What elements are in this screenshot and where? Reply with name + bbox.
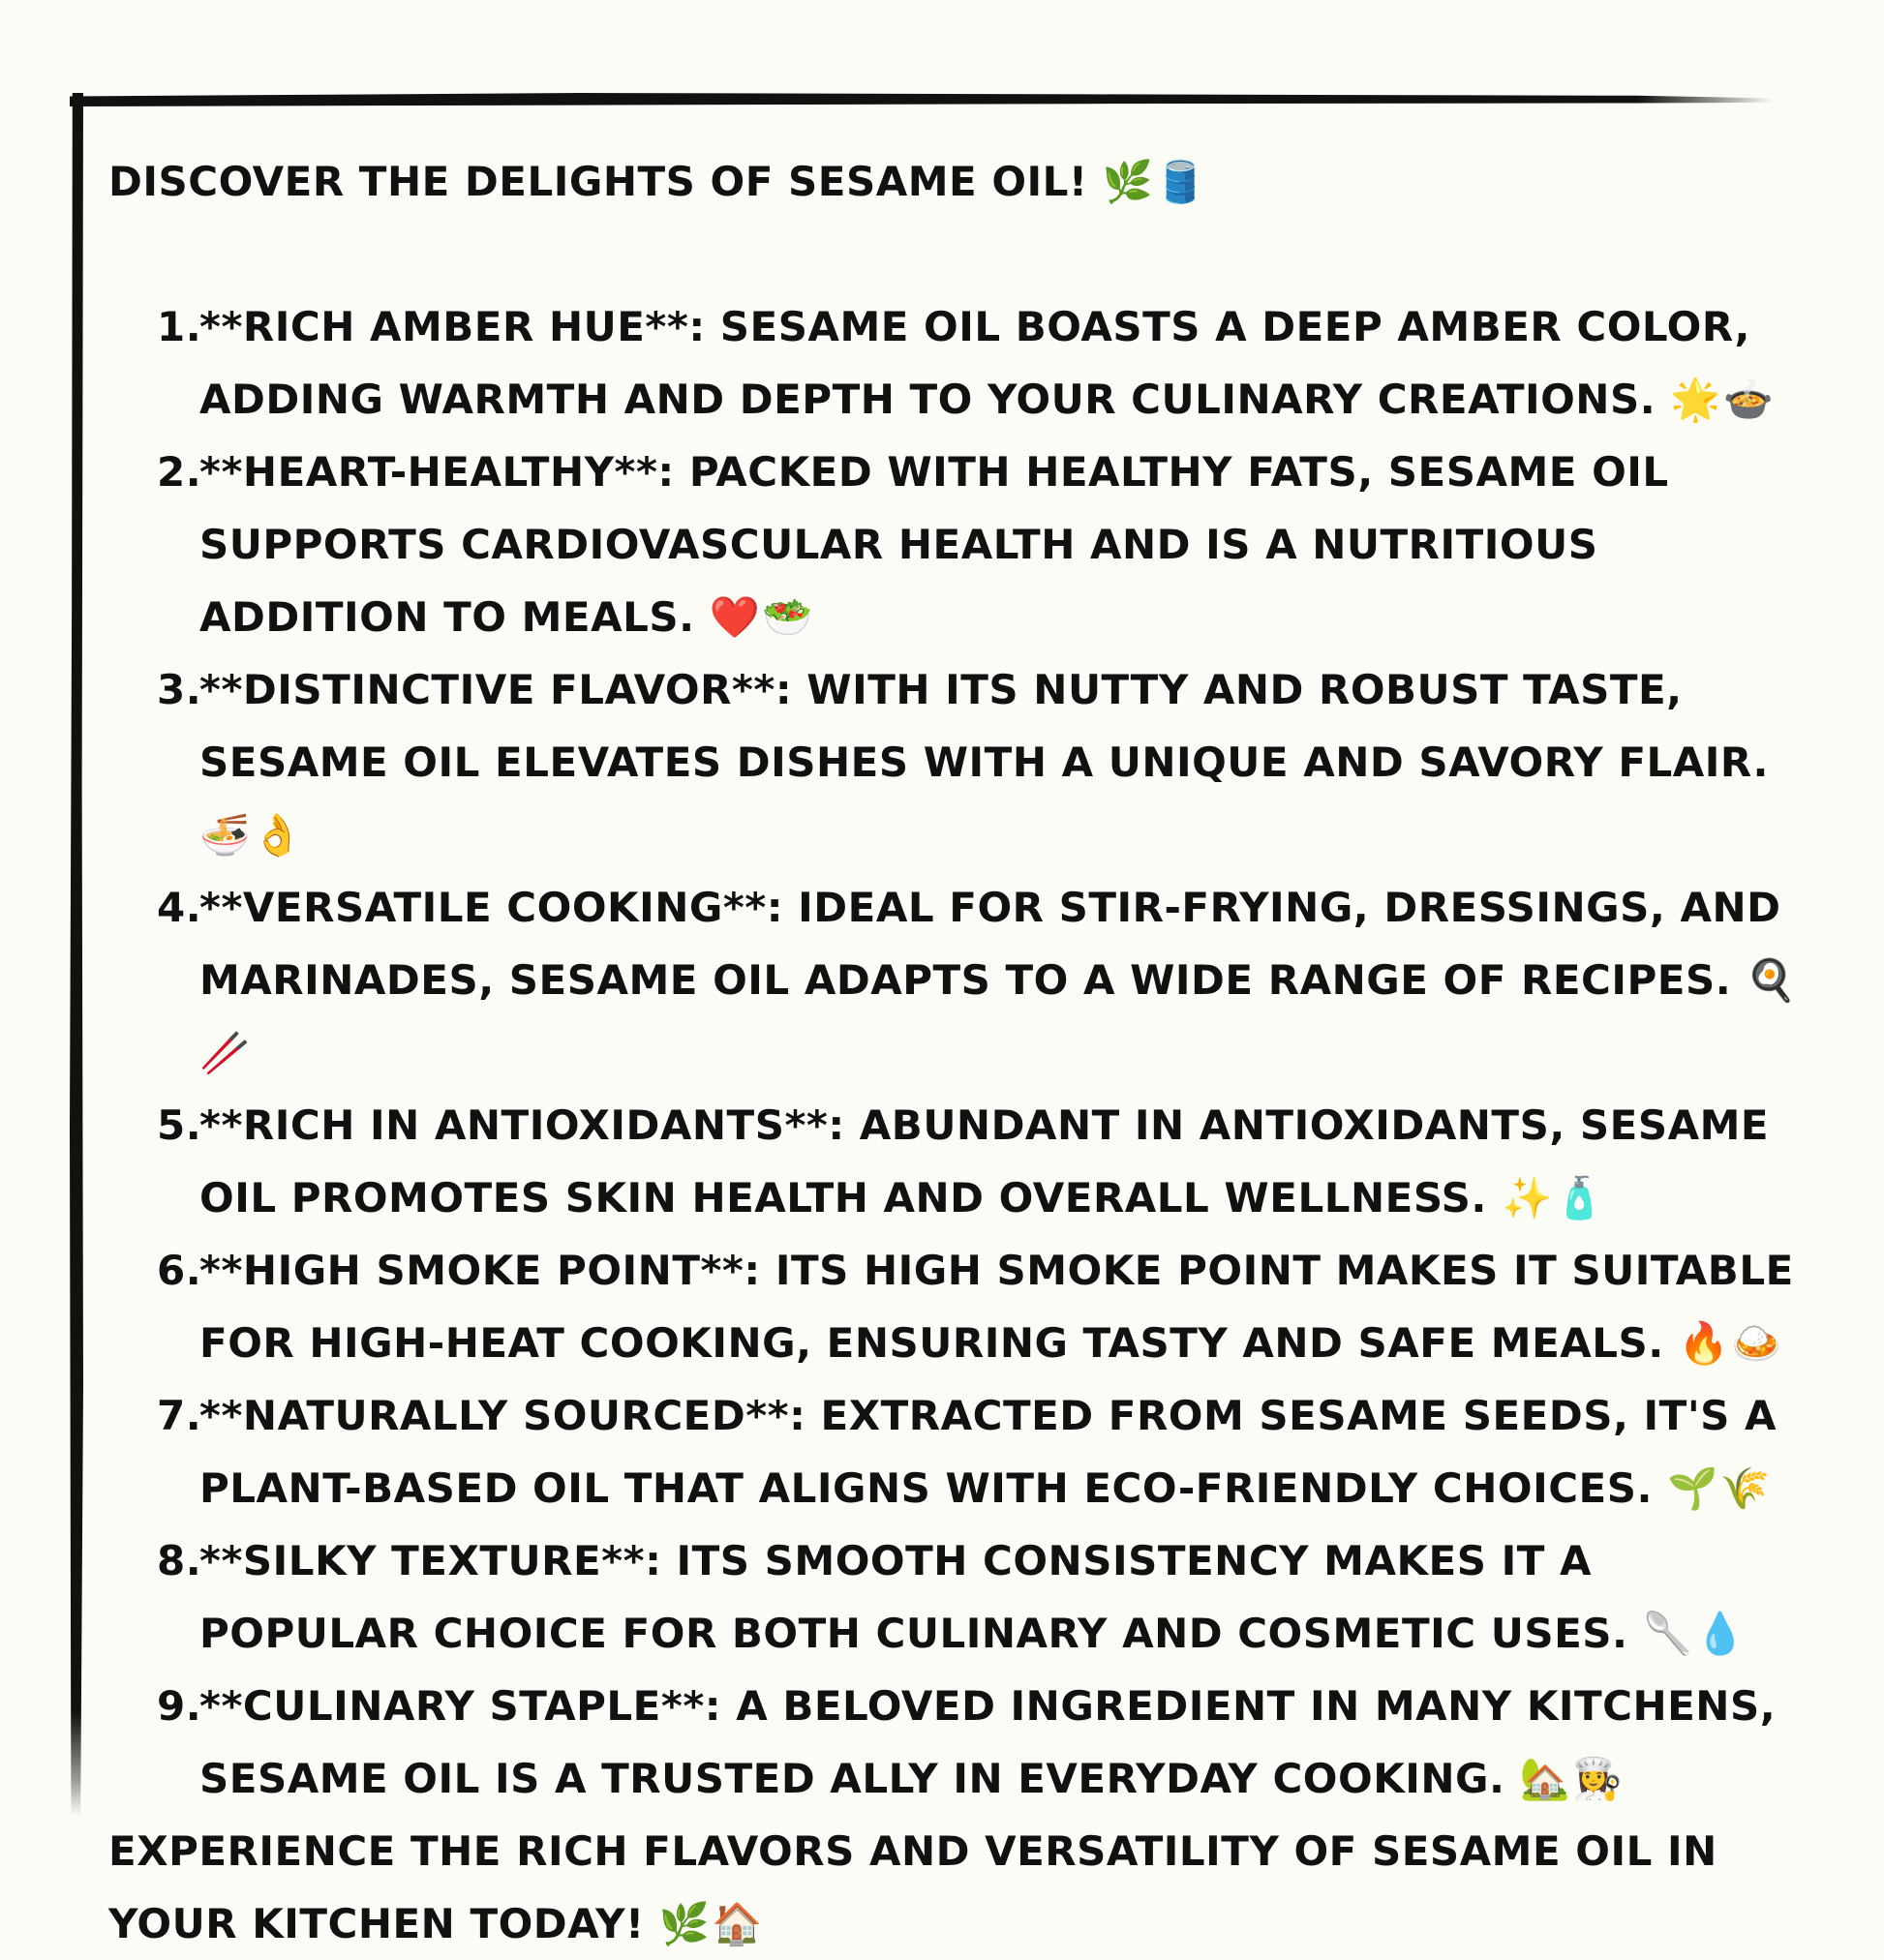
list-item (108, 1379, 1822, 1524)
benefit-list (108, 290, 1822, 1815)
star-bowl-emoji-icon: 🌟🍲 (1670, 376, 1776, 423)
seedling-grain-emoji-icon: 🌱🌾 (1667, 1464, 1773, 1512)
post-content (108, 145, 1822, 1960)
list-item-text: **CULINARY STAPLE**: A BELOVED INGREDIENT IN MANY KITCHENS, SESAME OIL IS A TRUSTED ALLY IN EVERYDAY COOKING. (199, 1682, 1777, 1802)
herb-barrel-emoji-icon: 🌿🛢️ (1102, 158, 1208, 205)
list-item (108, 290, 1822, 436)
sparkles-lotion-emoji-icon: ✨🧴 (1502, 1174, 1607, 1221)
list-number: 1. (157, 303, 202, 350)
list-number: 4. (157, 884, 202, 931)
list-number: 3. (157, 666, 202, 713)
list-item-text: **SILKY TEXTURE**: ITS SMOOTH CONSISTENCY MAKES IT A POPULAR CHOICE FOR BOTH CULINARY AND COSMETIC USES. (199, 1537, 1628, 1657)
list-number: 6. (157, 1247, 202, 1294)
herb-house-emoji-icon: 🌿🏠 (658, 1900, 765, 1947)
list-number: 9. (157, 1682, 202, 1730)
frame-left-stroke (70, 93, 83, 1816)
list-item-text: **VERSATILE COOKING**: IDEAL FOR STIR-FRYING, DRESSINGS, AND MARINADES, SESAME OIL ADAPTS TO A WIDE RANGE OF RECIPES. (199, 884, 1781, 1004)
headline (108, 145, 1822, 218)
closing-line (108, 1815, 1822, 1960)
closing-text: EXPERIENCE THE RICH FLAVORS AND VERSATILITY OF SESAME OIL IN YOUR KITCHEN TODAY! (108, 1827, 1717, 1947)
list-number: 2. (157, 448, 202, 496)
list-item-text: **RICH IN ANTIOXIDANTS**: ABUNDANT IN ANTIOXIDANTS, SESAME OIL PROMOTES SKIN HEALTH AND OVERALL WELLNESS. (199, 1101, 1770, 1221)
list-number: 7. (157, 1392, 202, 1439)
house-chef-emoji-icon: 🏡👩‍🍳 (1519, 1755, 1626, 1802)
fire-curry-emoji-icon: 🔥🍛 (1678, 1319, 1784, 1367)
list-number: 5. (157, 1101, 202, 1149)
list-item-text: **HIGH SMOKE POINT**: ITS HIGH SMOKE POINT MAKES IT SUITABLE FOR HIGH-HEAT COOKING, ENSURING TASTY AND SAFE MEALS. (199, 1247, 1794, 1367)
list-item (108, 871, 1822, 1089)
heart-salad-emoji-icon: ❤️🥗 (709, 593, 815, 641)
list-item (108, 1089, 1822, 1234)
list-item-text: **NATURALLY SOURCED**: EXTRACTED FROM SESAME SEEDS, IT'S A PLANT-BASED OIL THAT ALIGNS WITH ECO-FRIENDLY CHOICES. (199, 1392, 1778, 1512)
frame-top-stroke (70, 93, 1774, 106)
list-number: 8. (157, 1537, 202, 1584)
pan-chopsticks-emoji-icon: 🍳🥢 (199, 956, 1799, 1076)
headline-text: DISCOVER THE DELIGHTS OF SESAME OIL! (108, 158, 1088, 205)
list-item (108, 1670, 1822, 1815)
list-item (108, 1234, 1822, 1379)
list-item-text: **RICH AMBER HUE**: SESAME OIL BOASTS A DEEP AMBER COLOR, ADDING WARMTH AND DEPTH TO YOUR CULINARY CREATIONS. (199, 303, 1750, 423)
list-item-text: **HEART-HEALTHY**: PACKED WITH HEALTHY FATS, SESAME OIL SUPPORTS CARDIOVASCULAR HEALTH AND IS A NUTRITIOUS ADDITION TO MEALS. (199, 448, 1669, 641)
list-item (108, 1524, 1822, 1670)
spoon-droplet-emoji-icon: 🥄💧 (1642, 1610, 1748, 1657)
list-item (108, 436, 1822, 653)
noodles-ok-emoji-icon: 🍜👌 (199, 811, 305, 859)
list-item (108, 653, 1822, 871)
list-item-text: **DISTINCTIVE FLAVOR**: WITH ITS NUTTY AND ROBUST TASTE, SESAME OIL ELEVATES DISHES WITH A UNIQUE AND SAVORY FLAIR. (199, 666, 1769, 786)
